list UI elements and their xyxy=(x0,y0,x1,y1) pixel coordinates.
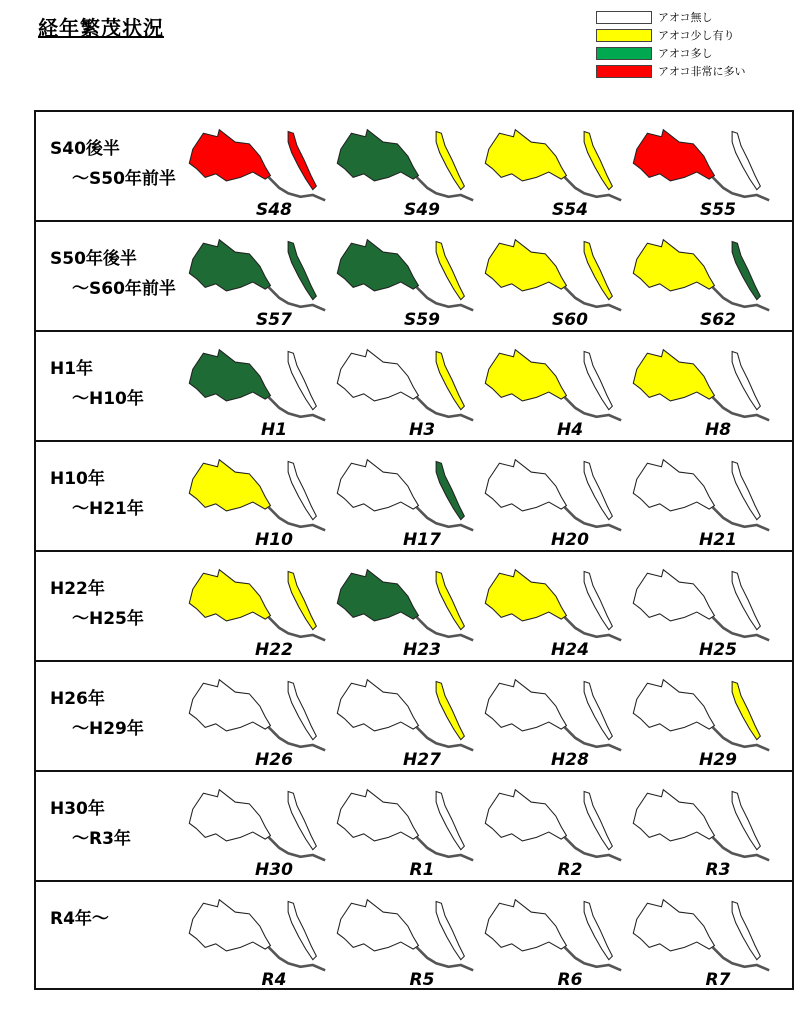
period-label-line1: H26年 xyxy=(50,689,105,709)
lake-map xyxy=(184,450,334,550)
river-outline xyxy=(565,727,621,750)
lake-map-graphic xyxy=(332,120,482,210)
west-basin xyxy=(189,900,270,951)
lake-map xyxy=(480,780,630,880)
map-year-label: S55 xyxy=(700,200,736,220)
lake-map-graphic xyxy=(184,780,334,870)
river-outline xyxy=(417,177,473,200)
lake-map-graphic xyxy=(480,560,630,650)
period-label-line1: H30年 xyxy=(50,799,105,819)
map-year-label: H27 xyxy=(403,750,441,770)
river-outline xyxy=(269,947,325,970)
lake-map-graphic xyxy=(628,670,778,760)
river-outline xyxy=(269,617,325,640)
river-outline xyxy=(565,397,621,420)
east-basin xyxy=(732,901,760,959)
river-outline xyxy=(417,837,473,860)
lake-map-graphic xyxy=(628,560,778,650)
map-year-label: H10 xyxy=(255,530,293,550)
east-basin xyxy=(584,681,612,739)
east-basin xyxy=(288,571,316,629)
legend xyxy=(596,8,786,80)
river-outline xyxy=(565,507,621,530)
period-row xyxy=(34,110,794,220)
river-outline xyxy=(565,177,621,200)
lake-map xyxy=(628,340,778,440)
lake-map xyxy=(332,450,482,550)
west-basin xyxy=(633,350,714,401)
legend-label: アオコ非常に多い xyxy=(658,65,746,78)
river-outline xyxy=(713,617,769,640)
river-outline xyxy=(417,947,473,970)
west-basin xyxy=(633,570,714,621)
west-basin xyxy=(485,460,566,511)
west-basin xyxy=(337,350,418,401)
lake-map-graphic xyxy=(332,340,482,430)
east-basin xyxy=(732,241,760,299)
period-row xyxy=(34,660,794,770)
west-basin xyxy=(337,790,418,841)
lake-map-graphic xyxy=(628,340,778,430)
legend-item xyxy=(596,8,786,26)
west-basin xyxy=(337,900,418,951)
east-basin xyxy=(436,791,464,849)
lake-map xyxy=(332,780,482,880)
east-basin xyxy=(436,901,464,959)
map-year-label: H1 xyxy=(260,420,288,440)
map-year-label: H29 xyxy=(699,750,737,770)
period-label-line2: ～R3年 xyxy=(72,829,131,849)
map-year-label: R5 xyxy=(409,970,435,990)
river-outline xyxy=(565,287,621,310)
map-year-label: H30 xyxy=(255,860,293,880)
west-basin xyxy=(633,790,714,841)
lake-map-graphic xyxy=(184,670,334,760)
west-basin xyxy=(189,460,270,511)
east-basin xyxy=(732,461,760,519)
river-outline xyxy=(713,287,769,310)
period-label-line1: R4年～ xyxy=(50,909,109,929)
lake-map xyxy=(184,560,334,660)
river-outline xyxy=(417,507,473,530)
west-basin xyxy=(189,790,270,841)
map-year-label: H23 xyxy=(403,640,441,660)
lake-map xyxy=(480,120,630,220)
period-label-line1: H22年 xyxy=(50,579,105,599)
east-basin xyxy=(436,131,464,189)
lake-map-graphic xyxy=(332,670,482,760)
east-basin xyxy=(584,901,612,959)
west-basin xyxy=(337,460,418,511)
west-basin xyxy=(337,680,418,731)
period-label xyxy=(50,354,144,414)
period-label-line1: H10年 xyxy=(50,469,105,489)
lake-map-graphic xyxy=(480,890,630,980)
east-basin xyxy=(584,571,612,629)
map-year-label: S49 xyxy=(404,200,440,220)
west-basin xyxy=(485,350,566,401)
lake-map-graphic xyxy=(332,560,482,650)
east-basin xyxy=(288,901,316,959)
legend-swatch xyxy=(596,47,652,60)
period-row xyxy=(34,220,794,330)
lake-map-graphic xyxy=(332,230,482,320)
east-basin xyxy=(436,461,464,519)
lake-map xyxy=(628,670,778,770)
period-label-line2: ～H25年 xyxy=(72,609,144,629)
lake-map-graphic xyxy=(184,120,334,210)
map-year-label: H24 xyxy=(551,640,589,660)
lake-map xyxy=(184,890,334,990)
legend-label: アオコ多し xyxy=(658,47,713,60)
period-row xyxy=(34,770,794,880)
period-label-line2: ～S50年前半 xyxy=(72,169,176,189)
lake-map xyxy=(628,890,778,990)
lake-map xyxy=(628,560,778,660)
period-row xyxy=(34,550,794,660)
map-year-label: H28 xyxy=(551,750,589,770)
period-row xyxy=(34,330,794,440)
river-outline xyxy=(565,617,621,640)
east-basin xyxy=(584,461,612,519)
legend-item xyxy=(596,26,786,44)
lake-map xyxy=(628,450,778,550)
lake-map xyxy=(332,890,482,990)
river-outline xyxy=(269,177,325,200)
west-basin xyxy=(485,900,566,951)
lake-map xyxy=(332,560,482,660)
period-label xyxy=(50,244,176,304)
west-basin xyxy=(189,240,270,291)
map-year-label: H8 xyxy=(704,420,732,440)
map-year-label: H22 xyxy=(255,640,293,660)
east-basin xyxy=(288,131,316,189)
lake-map xyxy=(184,670,334,770)
east-basin xyxy=(732,351,760,409)
period-label xyxy=(50,684,144,744)
map-year-label: H3 xyxy=(408,420,436,440)
map-year-label: R6 xyxy=(557,970,583,990)
east-basin xyxy=(584,241,612,299)
map-year-label: H25 xyxy=(699,640,737,660)
map-year-label: H17 xyxy=(403,530,441,550)
period-label-line1: S40後半 xyxy=(50,139,120,159)
map-year-label: S57 xyxy=(256,310,292,330)
lake-map xyxy=(480,340,630,440)
west-basin xyxy=(189,570,270,621)
east-basin xyxy=(584,131,612,189)
lake-map xyxy=(184,230,334,330)
west-basin xyxy=(485,240,566,291)
lake-map-graphic xyxy=(628,890,778,980)
east-basin xyxy=(584,351,612,409)
east-basin xyxy=(584,791,612,849)
river-outline xyxy=(417,287,473,310)
east-basin xyxy=(732,571,760,629)
west-basin xyxy=(189,680,270,731)
river-outline xyxy=(713,947,769,970)
map-year-label: R1 xyxy=(409,860,435,880)
lake-map-graphic xyxy=(480,780,630,870)
west-basin xyxy=(633,680,714,731)
page-title: 経年繁茂状況 xyxy=(38,16,164,40)
east-basin xyxy=(732,131,760,189)
map-year-label: S59 xyxy=(404,310,440,330)
east-basin xyxy=(732,791,760,849)
period-row xyxy=(34,880,794,990)
lake-map xyxy=(628,120,778,220)
west-basin xyxy=(485,130,566,181)
lake-map xyxy=(332,670,482,770)
lake-map-graphic xyxy=(628,780,778,870)
period-label-line2: ～S60年前半 xyxy=(72,279,176,299)
lake-map-graphic xyxy=(184,230,334,320)
river-outline xyxy=(269,837,325,860)
west-basin xyxy=(485,570,566,621)
period-row xyxy=(34,440,794,550)
period-label xyxy=(50,134,176,194)
period-label-line1: H1年 xyxy=(50,359,94,379)
period-label xyxy=(50,904,109,934)
lake-map xyxy=(332,230,482,330)
legend-item xyxy=(596,62,786,80)
period-label xyxy=(50,574,144,634)
legend-swatch xyxy=(596,65,652,78)
west-basin xyxy=(337,130,418,181)
river-outline xyxy=(269,287,325,310)
map-year-label: R3 xyxy=(705,860,731,880)
lake-map-graphic xyxy=(480,450,630,540)
river-outline xyxy=(713,837,769,860)
east-basin xyxy=(436,351,464,409)
lake-map-graphic xyxy=(480,120,630,210)
lake-map-graphic xyxy=(332,450,482,540)
lake-map xyxy=(628,230,778,330)
lake-map-graphic xyxy=(628,230,778,320)
lake-map-graphic xyxy=(480,340,630,430)
map-year-label: S62 xyxy=(700,310,736,330)
lake-map xyxy=(332,340,482,440)
river-outline xyxy=(565,837,621,860)
map-year-label: S54 xyxy=(552,200,588,220)
west-basin xyxy=(633,900,714,951)
river-outline xyxy=(417,397,473,420)
period-label-line2: ～H29年 xyxy=(72,719,144,739)
east-basin xyxy=(288,241,316,299)
west-basin xyxy=(485,680,566,731)
west-basin xyxy=(633,460,714,511)
lake-map-graphic xyxy=(628,450,778,540)
lake-map xyxy=(628,780,778,880)
map-year-label: S60 xyxy=(552,310,588,330)
river-outline xyxy=(713,177,769,200)
river-outline xyxy=(713,397,769,420)
lake-map xyxy=(184,340,334,440)
legend-label: アオコ少し有り xyxy=(658,29,735,42)
lake-map xyxy=(184,780,334,880)
lake-map-graphic xyxy=(332,890,482,980)
map-year-label: H20 xyxy=(551,530,589,550)
lake-map xyxy=(332,120,482,220)
map-year-label: H4 xyxy=(556,420,584,440)
map-year-label: R7 xyxy=(705,970,731,990)
east-basin xyxy=(288,791,316,849)
lake-map xyxy=(480,560,630,660)
lake-map xyxy=(480,890,630,990)
river-outline xyxy=(713,507,769,530)
river-outline xyxy=(269,397,325,420)
lake-map-graphic xyxy=(184,340,334,430)
lake-map-graphic xyxy=(184,890,334,980)
river-outline xyxy=(269,727,325,750)
east-basin xyxy=(288,351,316,409)
legend-swatch xyxy=(596,29,652,42)
west-basin xyxy=(337,570,418,621)
lake-map-graphic xyxy=(480,230,630,320)
map-year-label: H26 xyxy=(255,750,293,770)
map-year-label: S48 xyxy=(256,200,292,220)
east-basin xyxy=(288,461,316,519)
lake-map-graphic xyxy=(184,560,334,650)
river-outline xyxy=(269,507,325,530)
lake-map xyxy=(184,120,334,220)
west-basin xyxy=(633,240,714,291)
east-basin xyxy=(436,571,464,629)
lake-map-graphic xyxy=(628,120,778,210)
period-label xyxy=(50,794,131,854)
lake-map-graphic xyxy=(480,670,630,760)
lake-map xyxy=(480,450,630,550)
map-year-label: H21 xyxy=(699,530,737,550)
period-label-line2: ～H21年 xyxy=(72,499,144,519)
river-outline xyxy=(565,947,621,970)
lake-map-graphic xyxy=(184,450,334,540)
west-basin xyxy=(337,240,418,291)
period-label-line1: S50年後半 xyxy=(50,249,137,269)
map-year-label: R2 xyxy=(557,860,583,880)
map-year-label: R4 xyxy=(261,970,287,990)
east-basin xyxy=(436,681,464,739)
west-basin xyxy=(485,790,566,841)
river-outline xyxy=(417,617,473,640)
east-basin xyxy=(436,241,464,299)
lake-map xyxy=(480,670,630,770)
west-basin xyxy=(633,130,714,181)
east-basin xyxy=(288,681,316,739)
river-outline xyxy=(713,727,769,750)
lake-map xyxy=(480,230,630,330)
period-label-line2: ～H10年 xyxy=(72,389,144,409)
river-outline xyxy=(417,727,473,750)
lake-map-graphic xyxy=(332,780,482,870)
west-basin xyxy=(189,130,270,181)
legend-swatch xyxy=(596,11,652,24)
legend-label: アオコ無し xyxy=(658,11,713,24)
east-basin xyxy=(732,681,760,739)
west-basin xyxy=(189,350,270,401)
legend-item xyxy=(596,44,786,62)
period-label xyxy=(50,464,144,524)
